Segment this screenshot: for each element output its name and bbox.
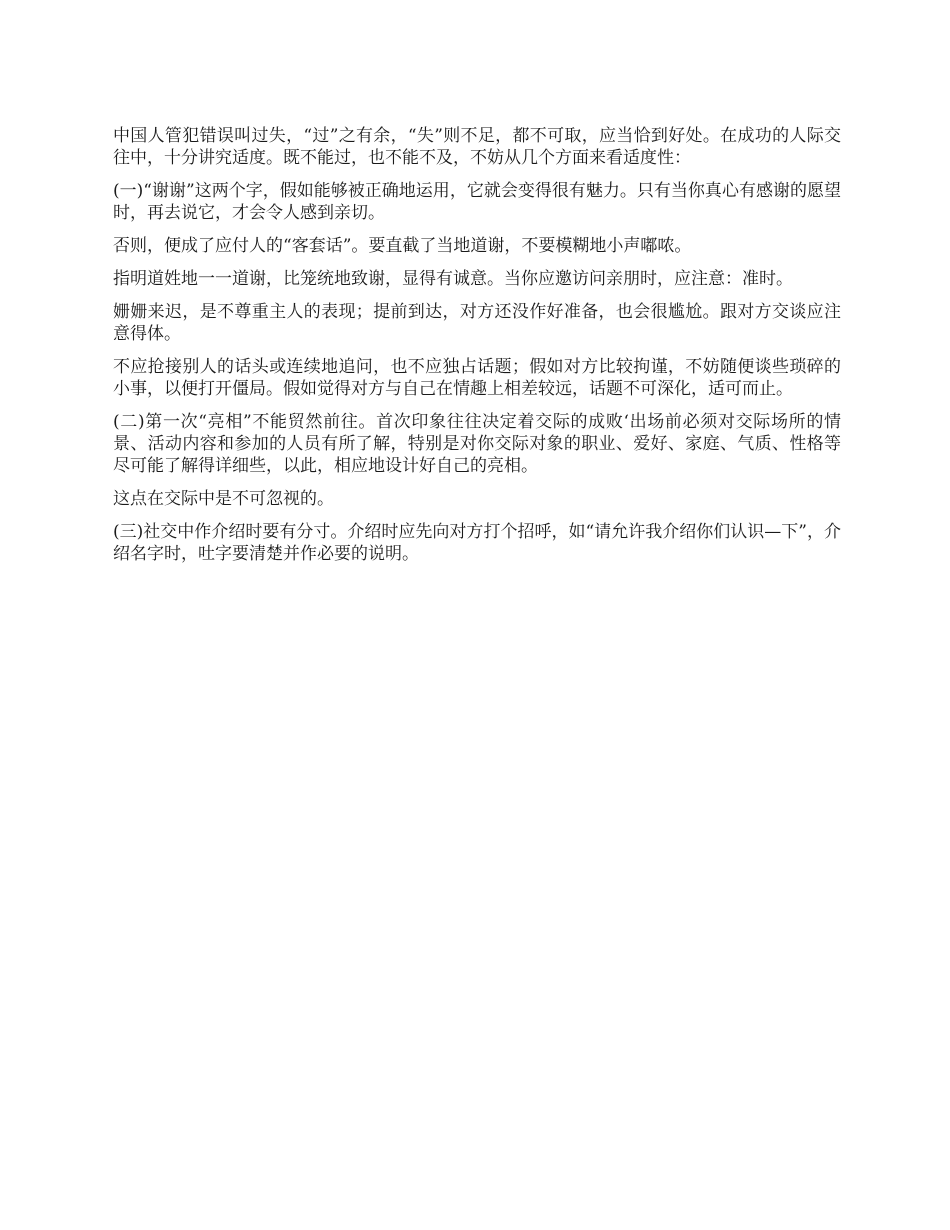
paragraph: 指明道姓地一一道谢，比笼统地致谢，显得有诚意。当你应邀访问亲朋时，应注意：准时。: [113, 269, 793, 289]
document-body: [113, 125, 841, 576]
paragraph: 姗姗来迟，是不尊重主人的表现；提前到达，对方还没作好准备，也会很尴尬。跟对方交谈应注意得体。: [113, 302, 841, 344]
paragraph: 这点在交际中是不可忽视的。: [113, 489, 334, 509]
paragraph: (一)“谢谢”这两个字，假如能够被正确地运用，它就会变得很有魅力。只有当你真心有感谢的愿望时，再去说它，才会令人感到亲切。: [113, 181, 841, 223]
paragraph: (三)社交中作介绍时要有分寸。介绍时应先向对方打个招呼，如“请允许我介绍你们认识—下”，介绍名字时，吐字要清楚并作必要的说明。: [113, 522, 841, 564]
paragraph: 不应抢接别人的话头或连续地追问，也不应独占话题；假如对方比较拘谨，不妨随便谈些琐碎的小事，以便打开僵局。假如觉得对方与自己在情趣上相差较远，话题不可深化，适可而止。: [113, 357, 841, 399]
paragraph: 中国人管犯错误叫过失，“过”之有余，“失”则不足，都不可取，应当恰到好处。在成功的人际交往中，十分讲究适度。既不能过，也不能不及，不妨从几个方面来看适度性：: [113, 126, 841, 168]
paragraph: 否则，便成了应付人的“客套话”。要直截了当地道谢，不要模糊地小声嘟哝。: [113, 236, 692, 256]
paragraph: (二)第一次“亮相”不能贸然前往。首次印象往往决定着交际的成败‘出场前必须对交际场所的情景、活动内容和参加的人员有所了解，特别是对你交际对象的职业、爱好、家庭、气质、性格等尽可能了解得详细些，以此，相应地设计好自己的亮相。: [113, 412, 841, 476]
